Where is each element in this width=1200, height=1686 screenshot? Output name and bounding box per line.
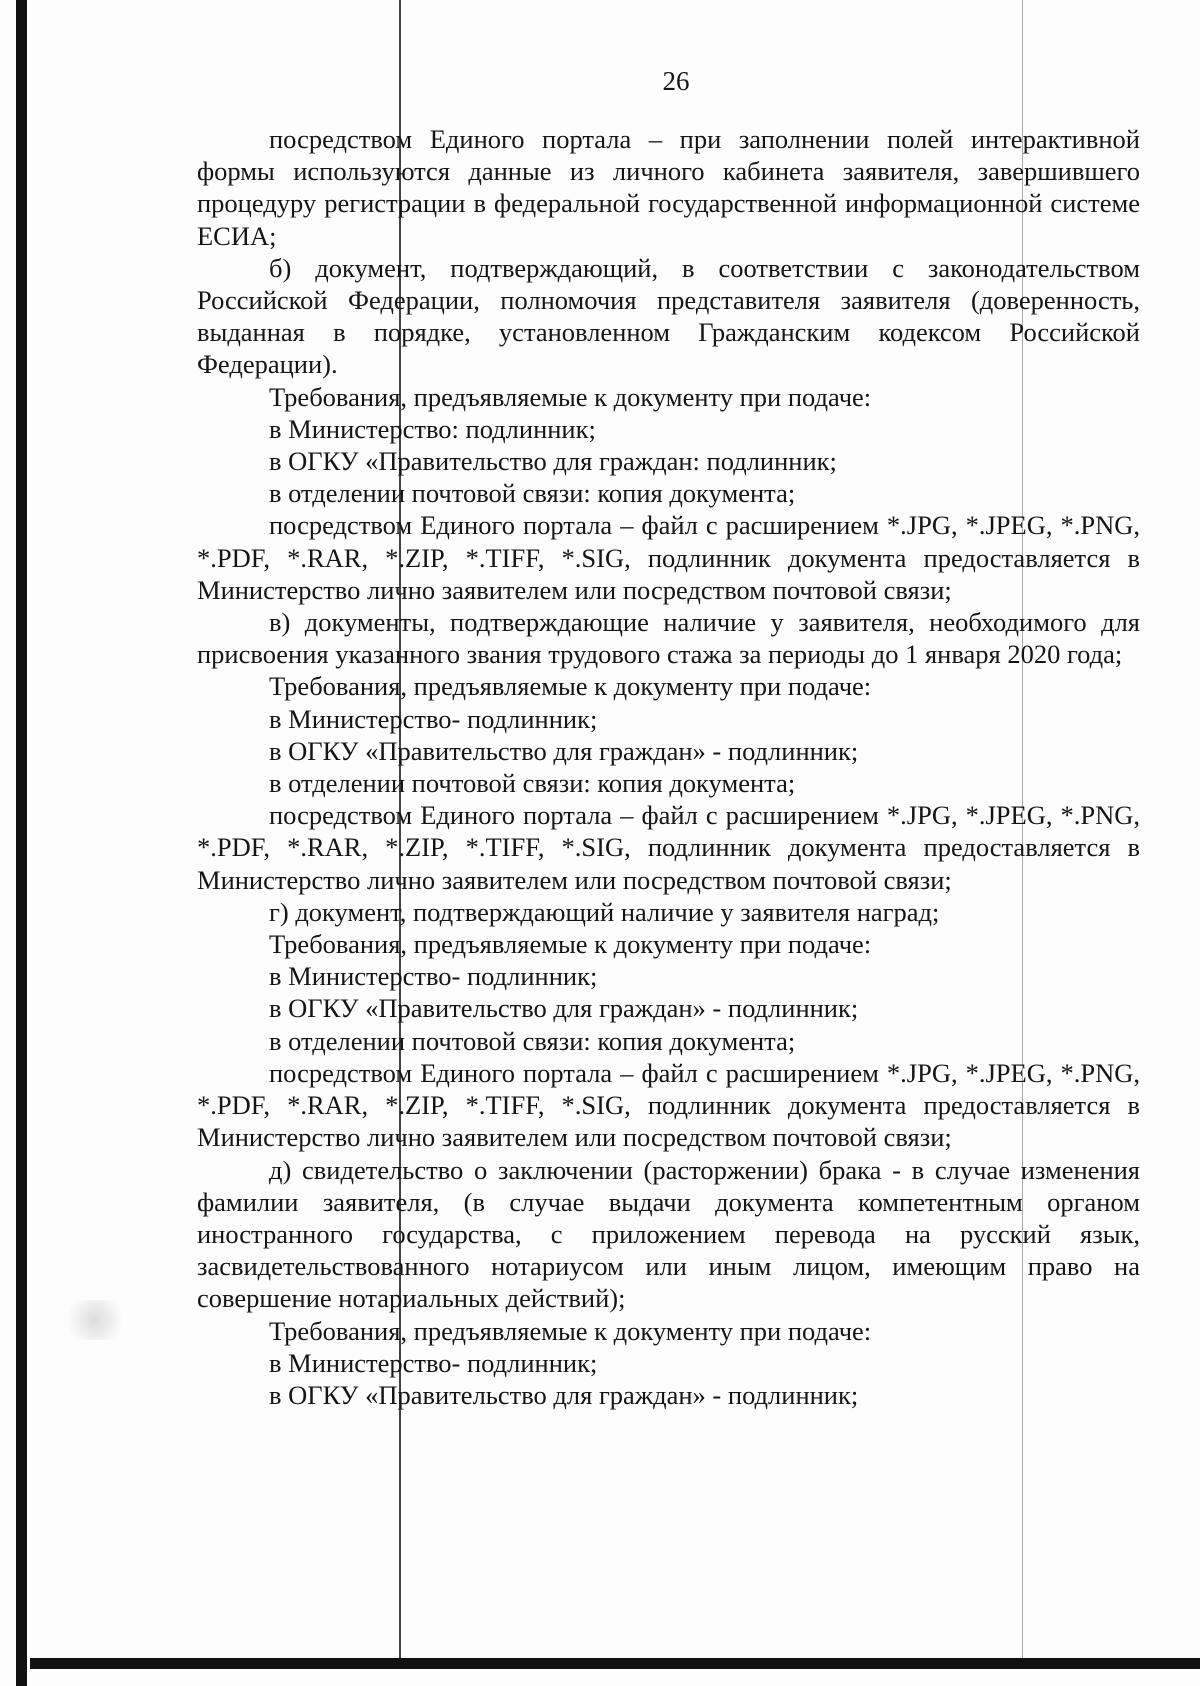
- paragraph: б) документ, подтверждающий, в соответствии с законодательством Российской Федерации, полномочия представителя заявителя (доверенность, выданная в порядке, установленном Гражданским кодексом Российской Федерации).: [197, 252, 1140, 380]
- paragraph: в ОГКУ «Правительство для граждан» - подлинник;: [269, 1379, 859, 1410]
- paragraph: Требования, предъявляемые к документу при подаче:: [269, 381, 872, 412]
- paragraph: в Министерство- подлинник;: [269, 703, 598, 734]
- page-number: 26: [662, 66, 690, 96]
- paragraph: в Министерство- подлинник;: [269, 1347, 598, 1378]
- paragraph: в) документы, подтверждающие наличие у заявителя, необходимого для присвоения указанного звания трудового стажа за периоды до 1 января 2020 года;: [197, 607, 1140, 670]
- paragraph: в ОГКУ «Правительство для граждан» - подлинник;: [269, 735, 859, 766]
- scan-edge-left: [16, 0, 27, 1686]
- paragraph: г) документ, подтверждающий наличие у заявителя наград;: [269, 896, 940, 927]
- paragraph: в Министерство: подлинник;: [269, 413, 596, 444]
- paragraph: в отделении почтовой связи: копия документа;: [269, 478, 796, 509]
- paragraph: в отделении почтовой связи: копия документа;: [269, 1025, 796, 1056]
- paragraph: Требования, предъявляемые к документу при подаче:: [269, 671, 872, 702]
- paragraph: в ОГКУ «Правительство для граждан: подлинник;: [269, 446, 837, 477]
- paragraph: посредством Единого портала – файл с расширением *.JPG, *.JPEG, *.PNG, *.PDF, *.RAR, *.ZIP, *.TIFF, *.SIG, подлинник документа предоставляется в Министерство лично заявителем или посредством почтовой связи;: [197, 1057, 1140, 1153]
- paragraph: в отделении почтовой связи: копия документа;: [269, 768, 796, 799]
- paragraph: в ОГКУ «Правительство для граждан» - подлинник;: [269, 993, 859, 1024]
- scan-speckle: [60, 1300, 130, 1340]
- paragraph: в Министерство- подлинник;: [269, 961, 598, 992]
- paragraph: Требования, предъявляемые к документу при подаче:: [269, 929, 872, 960]
- paragraph: посредством Единого портала – файл с расширением *.JPG, *.JPEG, *.PNG, *.PDF, *.RAR, *.ZIP, *.TIFF, *.SIG, подлинник документа предоставляется в Министерство лично заявителем или посредством почтовой связи;: [197, 510, 1140, 605]
- document-body: [197, 123, 1140, 1411]
- paragraph: д) свидетельство о заключении (расторжении) брака - в случае изменения фамилии заявителя, (в случае выдачи документа компетентным органом иностранного государства, с приложением перевода на русский язык, засвидетельствованного нотариусом или иным лицом, имеющим право на совершение нотариальных действий);: [197, 1154, 1140, 1314]
- scan-edge-bottom: [30, 1658, 1200, 1669]
- paragraph: Требования, предъявляемые к документу при подаче:: [269, 1315, 872, 1346]
- paragraph: посредством Единого портала – при заполнении полей интерактивной формы используются данные из личного кабинета заявителя, завершившего процедуру регистрации в федеральной государственной информационной системе ЕСИА;: [197, 124, 1140, 251]
- paragraph: посредством Единого портала – файл с расширением *.JPG, *.JPEG, *.PNG, *.PDF, *.RAR, *.ZIP, *.TIFF, *.SIG, подлинник документа предоставляется в Министерство лично заявителем или посредством почтовой связи;: [197, 800, 1140, 895]
